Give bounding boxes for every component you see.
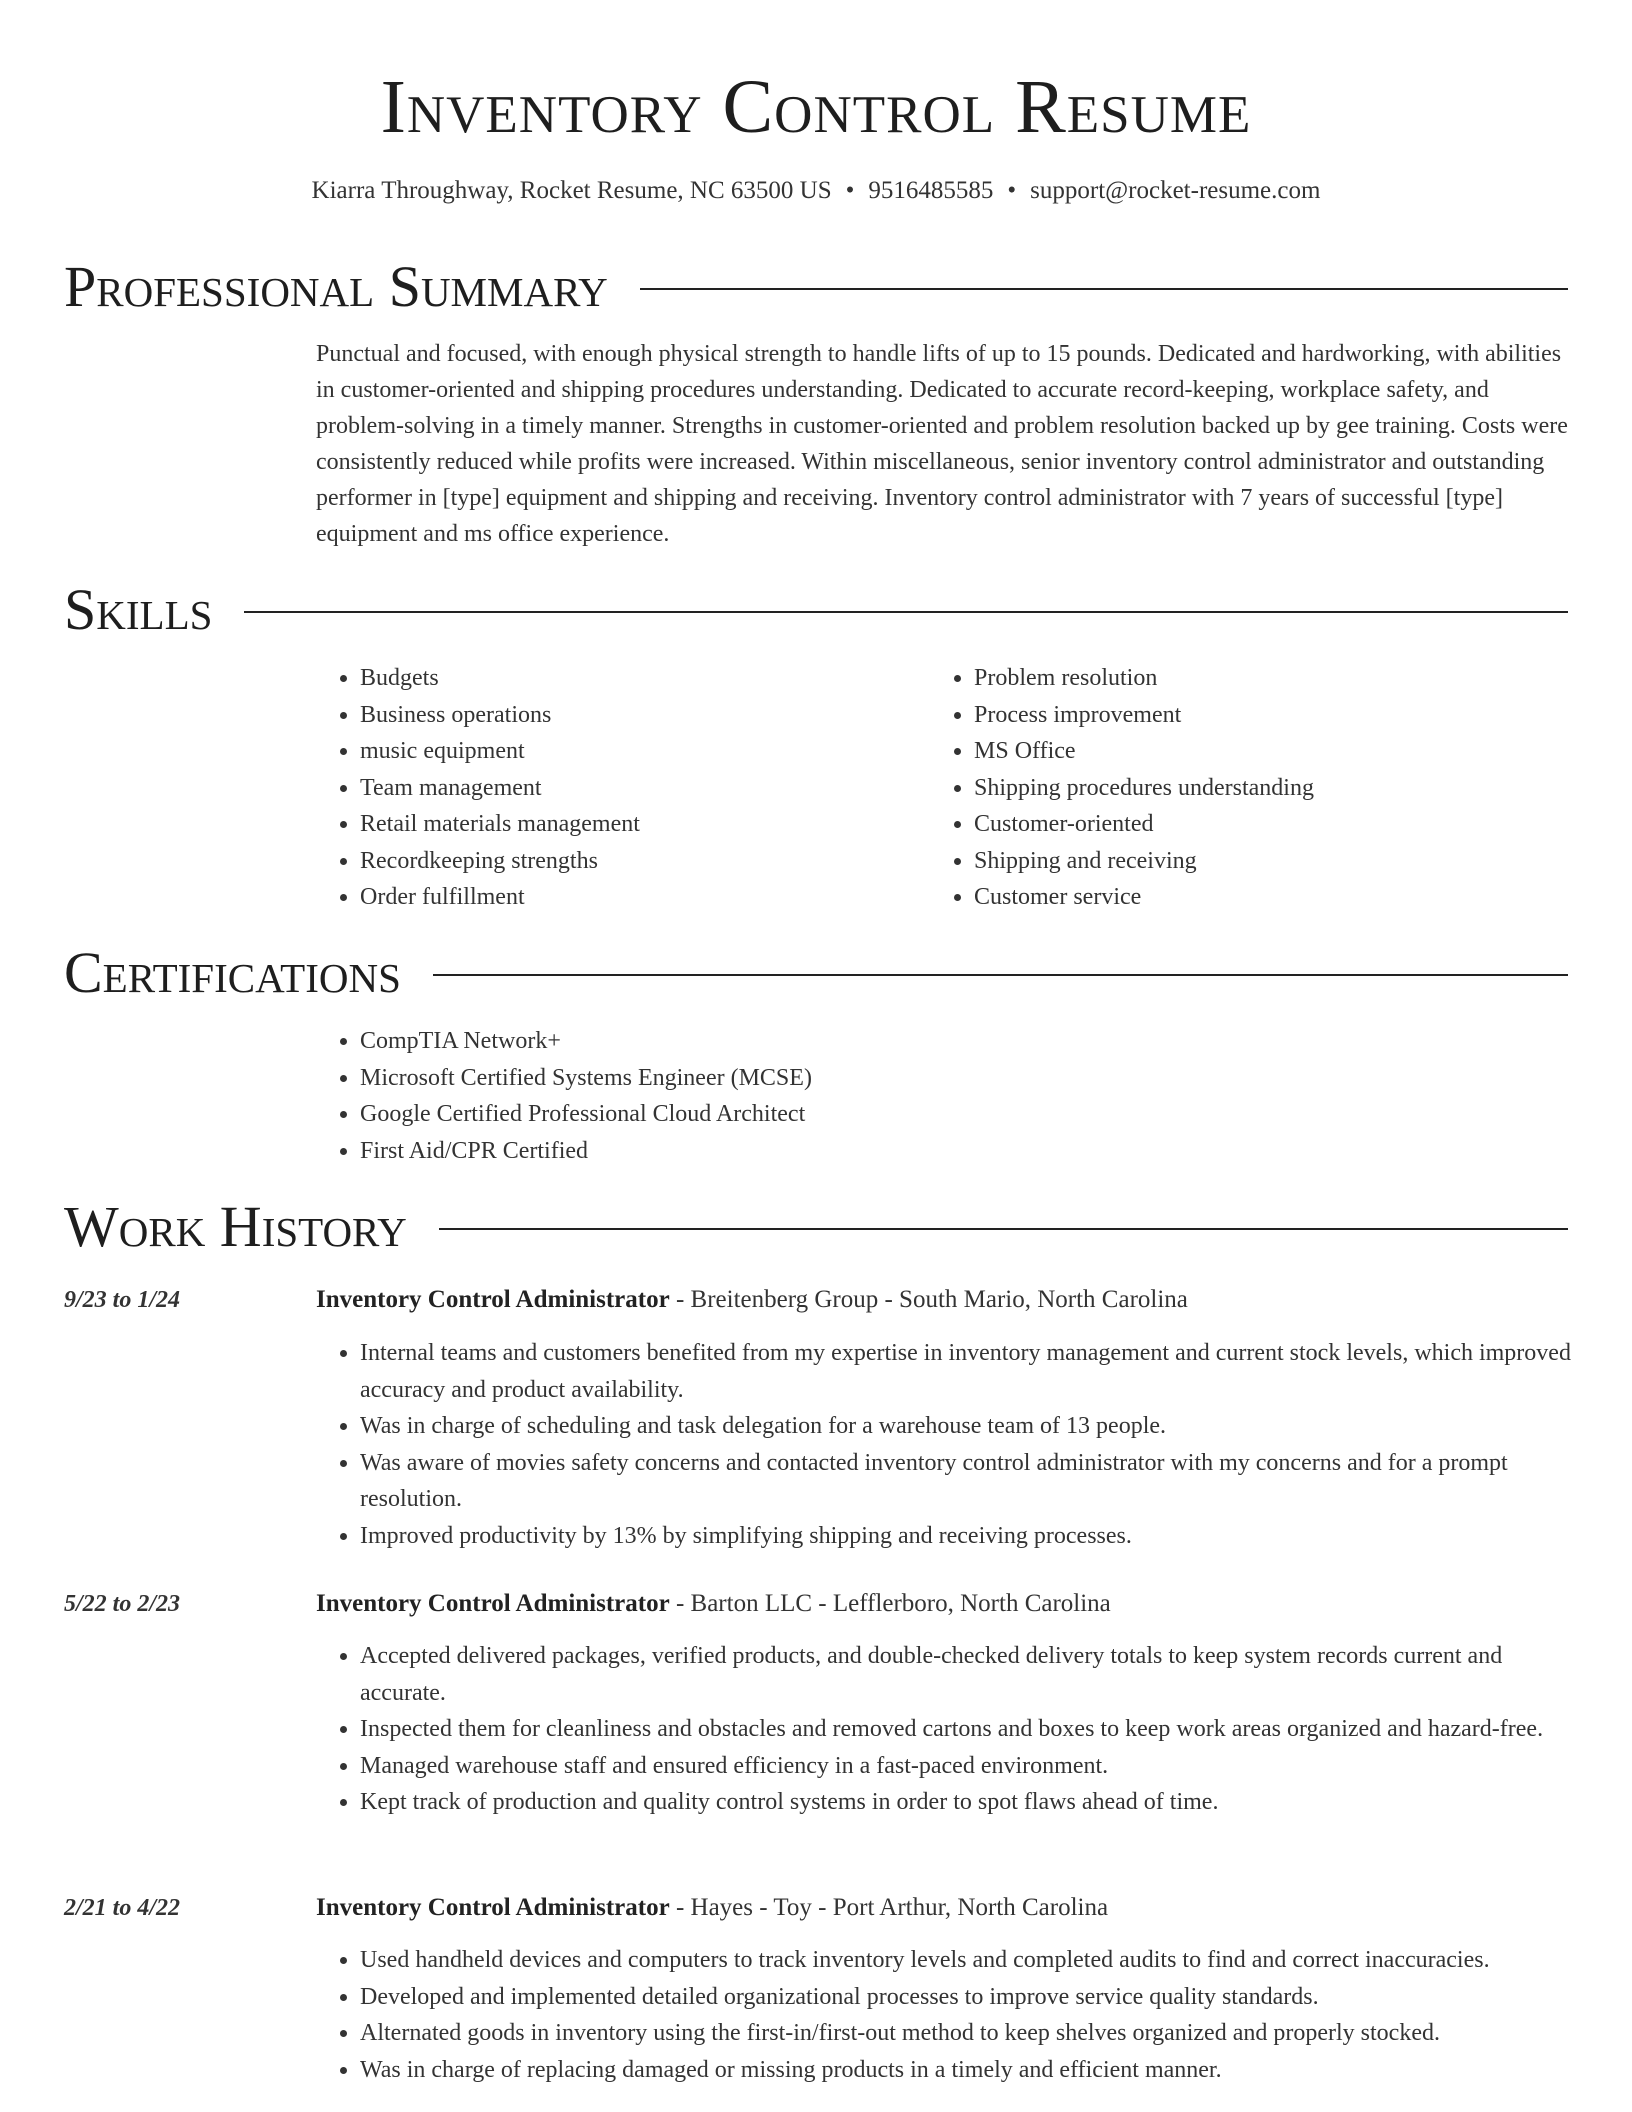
document-title: Inventory Control Resume xyxy=(380,65,1252,149)
contact-line xyxy=(0,176,1632,206)
job-bullet-item: • Inspected them for cleanliness and obstacles and removed cartons and boxes to keep work areas organized and hazard-free. xyxy=(360,1711,1576,1748)
certifications-section-header xyxy=(64,938,1568,1008)
skill-item: • Team management xyxy=(360,770,916,807)
job-role: Inventory Control Administrator xyxy=(316,1894,670,1921)
job-bullet-item: • Accepted delivered packages, verified products, and double-checked delivery totals to keep system records current and accurate. xyxy=(360,1638,1576,1711)
contact-email: support@rocket-resume.com xyxy=(1030,177,1321,204)
job-dates: 9/23 to 1/24 xyxy=(64,1287,181,1313)
job-bullet-item: • Kept track of production and quality control systems in order to spot flaws ahead of time. xyxy=(360,1784,1576,1821)
certifications-heading: Certifications xyxy=(64,940,401,1005)
skill-item: • Retail materials management xyxy=(360,806,916,843)
skill-item: • Process improvement xyxy=(974,697,1530,734)
job-role: Inventory Control Administrator xyxy=(316,1590,670,1617)
skill-item: • music equipment xyxy=(360,733,916,770)
job-dates: 2/21 to 4/22 xyxy=(64,1895,181,1921)
certification-item: • First Aid/CPR Certified xyxy=(360,1133,1216,1170)
job-bullets-block xyxy=(316,1942,1576,2088)
certification-item: • Google Certified Professional Cloud Architect xyxy=(360,1096,1216,1133)
certification-item: • Microsoft Certified Systems Engineer (MCSE) xyxy=(360,1060,1216,1097)
skills-list-right xyxy=(930,660,1530,916)
skills-column-left xyxy=(316,660,916,916)
skill-item: • Customer service xyxy=(974,879,1530,916)
work-history-section-header xyxy=(64,1192,1568,1262)
certifications-list xyxy=(316,1023,1216,1169)
summary-text: Punctual and focused, with enough physical strength to handle lifts of up to 15 pounds. Dedicated and hardworking, with abilities in customer-oriented and shipping procedures understanding. Dedicated to accurate record-keeping, workplace safety, and problem-solving in a timely manner. Strengths in customer-oriented and problem resolution backed up by gee training. Costs were consistently reduced while profits were increased. Within miscellaneous, senior inventory control administrator and outstanding performer in [type] equipment and shipping and receiving. Inventory control administrator with 7 years of successful [type] equipment and ms office experience. xyxy=(316,341,1568,547)
job-bullet-item: • Alternated goods in inventory using the first-in/first-out method to keep shelves organized and properly stocked. xyxy=(360,2015,1576,2052)
skill-item: • Recordkeeping strengths xyxy=(360,843,916,880)
job-bullet-item: • Was in charge of scheduling and task delegation for a warehouse team of 13 people. xyxy=(360,1408,1576,1445)
section-divider xyxy=(439,1228,1568,1230)
job-bullet-list xyxy=(316,1942,1576,2088)
summary-section-header xyxy=(64,252,1568,322)
job-header xyxy=(316,1282,1576,1318)
job-header xyxy=(316,1586,1576,1622)
skill-item: • Business operations xyxy=(360,697,916,734)
job-bullet-item: • Was aware of movies safety concerns and contacted inventory control administrator with my concerns and for a prompt resolution. xyxy=(360,1445,1576,1518)
certifications-block xyxy=(316,1023,1216,1169)
job-bullet-item: • Was in charge of replacing damaged or missing products in a timely and efficient manner. xyxy=(360,2052,1576,2089)
job-details: - Hayes - Toy - Port Arthur, North Carolina xyxy=(669,1894,1109,1921)
job-bullet-list xyxy=(316,1638,1576,1821)
contact-address: Kiarra Throughway, Rocket Resume, NC 63500 US xyxy=(311,177,832,204)
skill-item: • Problem resolution xyxy=(974,660,1530,697)
skill-item: • Shipping and receiving xyxy=(974,843,1530,880)
skills-heading: Skills xyxy=(64,577,213,642)
skill-item: • MS Office xyxy=(974,733,1530,770)
job-bullet-item: • Internal teams and customers benefited from my expertise in inventory management and current stock levels, which improved accuracy and product availability. xyxy=(360,1335,1576,1408)
work-history-heading: Work History xyxy=(64,1194,407,1259)
contact-separator: • xyxy=(845,177,855,204)
job-bullets-block xyxy=(316,1638,1576,1821)
job-bullet-list xyxy=(316,1335,1576,1554)
job-details: - Barton LLC - Lefflerboro, North Carolina xyxy=(669,1590,1111,1617)
job-bullet-item: • Used handheld devices and computers to track inventory levels and completed audits to find and correct inaccuracies. xyxy=(360,1942,1576,1979)
skills-column-right xyxy=(930,660,1530,916)
section-divider xyxy=(244,611,1568,613)
summary-heading: Professional Summary xyxy=(64,254,608,319)
job-bullet-item: • Improved productivity by 13% by simplifying shipping and receiving processes. xyxy=(360,1518,1576,1555)
skill-item: • Shipping procedures understanding xyxy=(974,770,1530,807)
skills-section-header xyxy=(64,575,1568,645)
certification-item: • CompTIA Network+ xyxy=(360,1023,1216,1060)
skills-list-left xyxy=(316,660,916,916)
contact-phone: 9516485585 xyxy=(868,177,994,204)
job-role: Inventory Control Administrator xyxy=(316,1286,670,1313)
job-bullet-item: • Developed and implemented detailed organizational processes to improve service quality standards. xyxy=(360,1979,1576,2016)
job-dates: 5/22 to 2/23 xyxy=(64,1591,181,1617)
section-divider xyxy=(433,974,1568,976)
job-bullets-block xyxy=(316,1335,1576,1554)
section-divider xyxy=(640,288,1568,290)
job-details: - Breitenberg Group - South Mario, North Carolina xyxy=(669,1286,1188,1313)
skill-item: • Customer-oriented xyxy=(974,806,1530,843)
contact-separator: • xyxy=(1007,177,1017,204)
job-bullet-item: • Managed warehouse staff and ensured efficiency in a fast-paced environment. xyxy=(360,1748,1576,1785)
job-header xyxy=(316,1890,1576,1926)
skill-item: • Budgets xyxy=(360,660,916,697)
skill-item: • Order fulfillment xyxy=(360,879,916,916)
